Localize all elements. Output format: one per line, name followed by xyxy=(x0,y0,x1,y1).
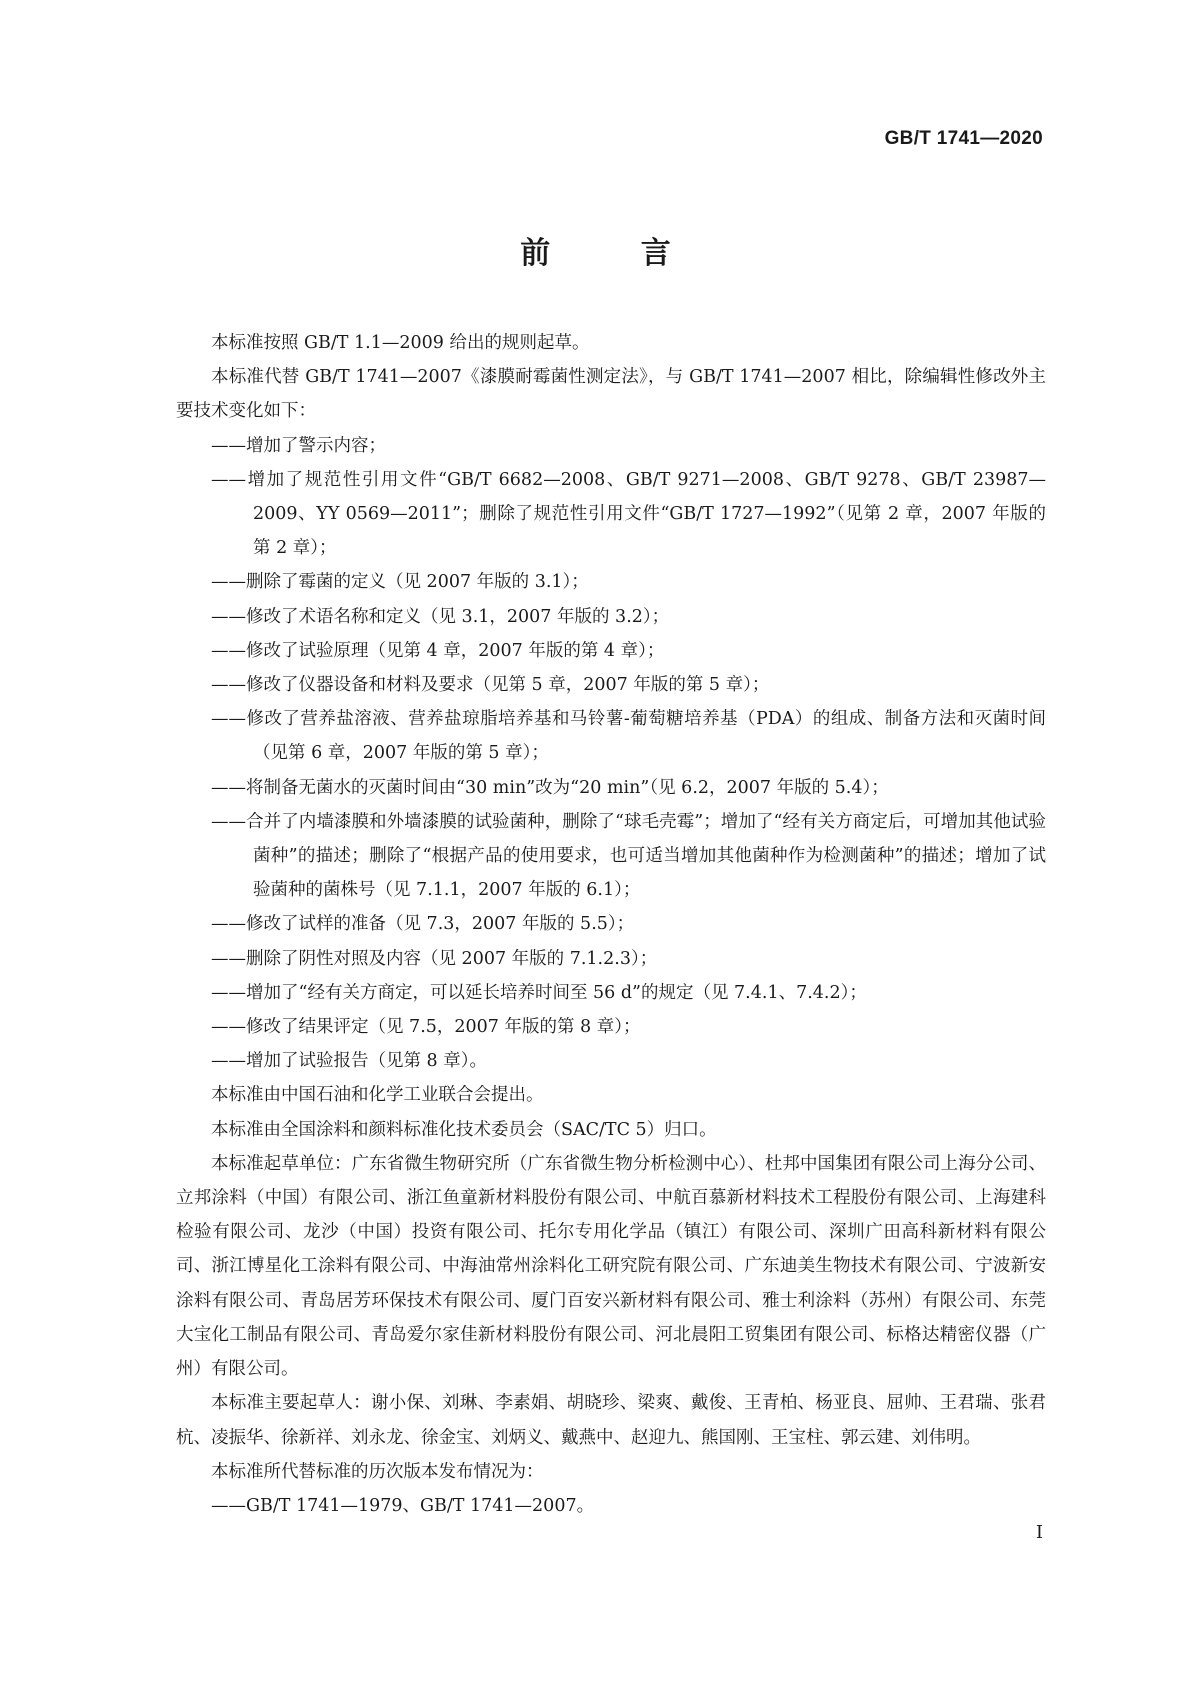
changes-list xyxy=(176,429,1046,1079)
change-item: ——增加了“经有关方商定，可以延长培养时间至 56 d”的规定（见 7.4.1、7.4.2）； xyxy=(211,982,867,1003)
intro-paragraph-2: 本标准代替 GB/T 1741—2007《漆膜耐霉菌性测定法》，与 GB/T 1741—2007 相比，除编辑性修改外主要技术变化如下： xyxy=(176,367,1046,422)
change-item: ——删除了霉菌的定义（见 2007 年版的 3.1）； xyxy=(211,572,589,593)
change-item: ——增加了规范性引用文件“GB/T 6682—2008、GB/T 9271—2008、GB/T 9278、GB/T 23987—2009、YY 0569—2011”；删除了规范性引用文件“GB/T 1727—1992”（见第 2 章，2007 年版的第 2 章）； xyxy=(211,469,1046,559)
change-item: ——修改了试样的准备（见 7.3，2007 年版的 5.5）； xyxy=(211,914,635,935)
change-item: ——增加了试验报告（见第 8 章）。 xyxy=(211,1051,488,1072)
document-code-header: GB/T 1741—2020 xyxy=(884,128,1043,149)
intro-paragraph-1: 本标准按照 GB/T 1.1—2009 给出的规则起草。 xyxy=(211,333,590,353)
drafters-paragraph: 本标准主要起草人：谢小保、刘琳、李素娟、胡晓珍、梁爽、戴俊、王青柏、杨亚良、屈帅、王君瑞、张君杭、凌振华、徐新祥、刘永龙、徐金宝、刘炳义、戴燕中、赵迎九、熊国刚、王宝柱、郭云建、刘伟明。 xyxy=(176,1393,1046,1448)
change-item: ——删除了阴性对照及内容（见 2007 年版的 7.1.2.3）； xyxy=(211,948,658,969)
change-item: ——修改了试验原理（见第 4 章，2007 年版的第 4 章）； xyxy=(211,640,665,661)
committee-paragraph: 本标准由全国涂料和颜料标准化技术委员会（SAC/TC 5）归口。 xyxy=(211,1119,717,1140)
drafting-units-paragraph: 本标准起草单位：广东省微生物研究所（广东省微生物分析检测中心）、杜邦中国集团有限公司上海分公司、立邦涂料（中国）有限公司、浙江鱼童新材料股份有限公司、中航百慕新材料技术工程股份有限公司、上海建科检验有限公司、龙沙（中国）投资有限公司、托尔专用化学品（镇江）有限公司、深圳广田高科新材料有限公司、浙江博星化工涂料有限公司、中海油常州涂料化工研究院有限公司、广东迪美生物技术有限公司、宁波新安涂料有限公司、青岛居芳环保技术有限公司、厦门百安兴新材料有限公司、雅士利涂料（苏州）有限公司、东莞大宝化工制品有限公司、青岛爱尔家佳新材料股份有限公司、河北晨阳工贸集团有限公司、标格达精密仪器（广州）有限公司。 xyxy=(176,1153,1046,1380)
change-item: ——修改了营养盐溶液、营养盐琼脂培养基和马铃薯-葡萄糖培养基（PDA）的组成、制备方法和灭菌时间（见第 6 章，2007 年版的第 5 章）； xyxy=(211,709,1046,764)
page-number: I xyxy=(1035,1522,1043,1543)
change-item: ——将制备无菌水的灭菌时间由“30 min”改为“20 min”（见 6.2，2007 年版的 5.4）； xyxy=(211,777,889,798)
page-title: 前 言 xyxy=(520,236,711,271)
change-item: ——修改了结果评定（见 7.5，2007 年版的第 8 章）； xyxy=(211,1017,641,1038)
change-item: ——修改了术语名称和定义（见 3.1，2007 年版的 3.2）； xyxy=(211,606,670,627)
proposer-paragraph: 本标准由中国石油和化学工业联合会提出。 xyxy=(211,1085,544,1106)
foreword-body xyxy=(176,326,1046,1523)
change-item: ——修改了仪器设备和材料及要求（见第 5 章，2007 年版的第 5 章）； xyxy=(211,675,770,696)
history-item: ——GB/T 1741—1979、GB/T 1741—2007。 xyxy=(211,1495,595,1516)
change-item: ——增加了警示内容； xyxy=(211,435,386,456)
history-intro-paragraph: 本标准所代替标准的历次版本发布情况为： xyxy=(211,1461,544,1482)
change-item: ——合并了内墙漆膜和外墙漆膜的试验菌种，删除了“球毛壳霉”；增加了“经有关方商定后，可增加其他试验菌种”的描述；删除了“根据产品的使用要求，也可适当增加其他菌种作为检测菌种”的描述；增加了试验菌种的菌株号（见 7.1.1，2007 年版的 6.1）； xyxy=(211,811,1046,901)
